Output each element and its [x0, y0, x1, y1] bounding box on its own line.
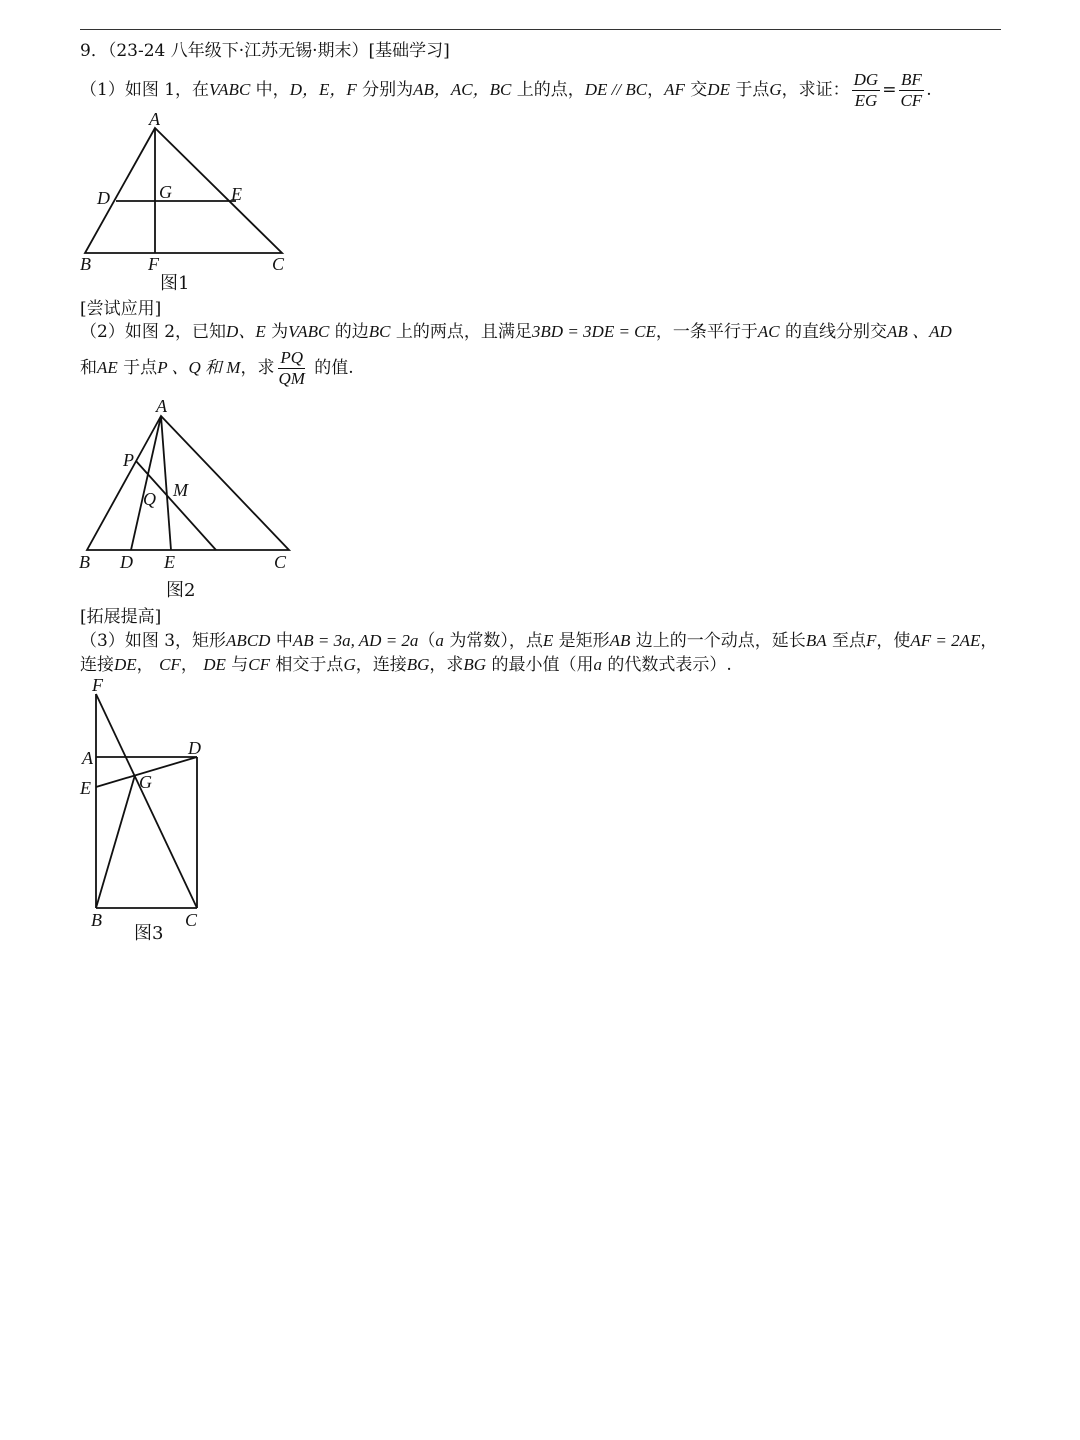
- label-g-3: G: [139, 772, 152, 792]
- label-b: B: [80, 254, 91, 274]
- label-g: G: [159, 182, 172, 202]
- part2-text-line1: （2）如图 2，已知D、E 为VABC 的边BC 上的两点，且满足3BD = 3DE = CE，一条平行于AC 的直线分别交AB 、AD: [80, 322, 952, 342]
- label-b-3: B: [91, 910, 102, 930]
- segment-fc: [96, 694, 197, 908]
- part1-text: （1）如图 1，在VABC 中，D，E，F 分别为AB，AC，BC 上的点，DE // BC，AF 交DE 于点G，求证： $\frac{DG}{EG}$ = $\frac{BF}{CF}$ .: [80, 70, 932, 110]
- part3-text-line1: （3）如图 3，矩形ABCD 中AB = 3a, AD = 2a（a 为常数），点E 是矩形AB 边上的一个动点，延长BA 至点F，使AF = 2AE，: [80, 631, 998, 651]
- section-basic-learning: [基础学习]: [368, 41, 450, 61]
- label-d: D: [97, 188, 110, 208]
- fraction-bf-cf: $\frac{BF}{CF}$: [900, 70, 923, 110]
- label-e: E: [231, 184, 242, 204]
- section-extension: [拓展提高]: [80, 607, 162, 627]
- label-e-3: E: [80, 778, 91, 798]
- label-a: A: [149, 109, 160, 129]
- label-c-2: C: [274, 552, 287, 572]
- label-c: C: [272, 254, 285, 274]
- fraction-pq-qm: $\frac{PQ}{QM}$: [278, 348, 305, 388]
- question-source: （23-24 八年级下·江苏无锡·期末）: [107, 41, 369, 61]
- question-number: 9．: [80, 41, 108, 61]
- label-b-2: B: [79, 552, 90, 572]
- section-try-apply: [尝试应用]: [80, 299, 162, 319]
- label-e-2: E: [164, 552, 175, 572]
- segment-bg: [96, 775, 135, 908]
- part2-text-line2: 和AE 于点P 、Q 和 M，求 $\frac{PQ}{QM}$ 的值.: [80, 348, 354, 388]
- label-d-3: D: [188, 738, 201, 758]
- fraction-dg-eg: $\frac{DG}{EG}$: [853, 70, 879, 110]
- label-f-3: F: [92, 675, 103, 695]
- label-f: F: [148, 254, 159, 274]
- label-m: M: [173, 480, 188, 500]
- label-d-2: D: [120, 552, 133, 572]
- figure-2-caption: 图2: [166, 580, 196, 601]
- figure-3-caption: 图3: [134, 923, 164, 944]
- label-a-3: A: [82, 748, 93, 768]
- label-q: Q: [143, 489, 156, 509]
- figure-1-caption: 图1: [160, 273, 190, 294]
- label-a-2: A: [156, 396, 167, 416]
- label-p: P: [123, 450, 134, 470]
- part3-text-line2: 连接DE， CF， DE 与CF 相交于点G，连接BG，求BG 的最小值（用a 的代数式表示）.: [80, 655, 732, 675]
- label-c-3: C: [185, 910, 198, 930]
